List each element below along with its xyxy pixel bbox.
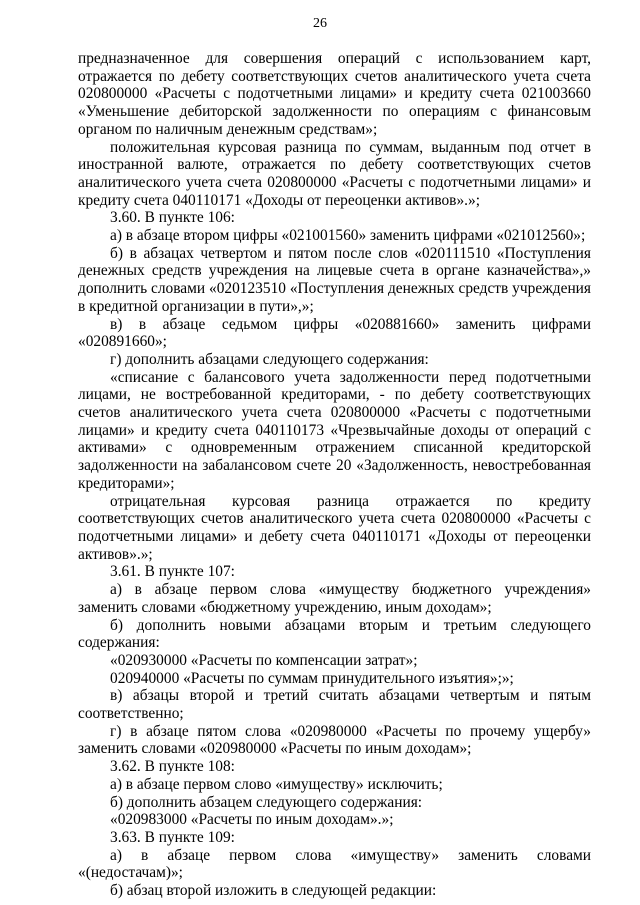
section-heading-3-60: 3.60. В пункте 106:	[110, 209, 235, 227]
list-item: а) в абзаце втором цифры «021001560» заменить цифрами «021012560»;	[110, 227, 586, 245]
list-item: б) в абзацах четвертом и пятом после слов «020111510 «Поступления денежных средств учреждения на лицевые счета в органе казначейства»,» дополнить словами «020123510 «Поступления денежных средств учреждения в кредитной организации в пути»,»;	[78, 244, 591, 315]
list-item: а) в абзаце первом слова «имуществу» заменить словами «(недостачам)»;	[78, 846, 591, 882]
paragraph: отрицательная курсовая разница отражается по кредиту соответствующих счетов аналитического учета счета 020800000 «Расчеты с подотчетными лицами» и дебету счета 040110171 «Доходы от переоценки активов».»;	[78, 492, 591, 563]
section-heading-3-63: 3.63. В пункте 109:	[110, 828, 235, 846]
list-item: а) в абзаце первом слова «имуществу бюджетного учреждения» заменить словами «бюджетному учреждению, иным доходам»;	[78, 581, 591, 616]
paragraph: «020930000 «Расчеты по компенсации затрат»;	[110, 651, 418, 669]
section-heading-3-61: 3.61. В пункте 107:	[110, 563, 235, 581]
paragraph: «списание с балансового учета задолженности перед подотчетными лицами, не востребованной кредиторами, - по дебету соответствующих счетов аналитического учета счета 020800000 «Расчеты с подотчетными лицами» и кредиту счета 040110173 «Чрезвычайные доходы от операций с активами» с одновременным отражением списанной кредиторской задолженности на забалансовом счете 20 «Задолженность, невостребованная кредиторами»;	[78, 368, 591, 492]
list-item: а) в абзаце первом слово «имуществу» исключить;	[110, 775, 443, 793]
paragraph: положительная курсовая разница по суммам, выданным под отчет в иностранной валюте, отражается по дебету соответствующих счетов аналитического учета счета 020800000 «Расчеты с подотчетными лицами» и кредиту счета 040110171 «Доходы от переоценки активов».»;	[78, 138, 591, 209]
paragraph: «020983000 «Расчеты по иным доходам».»;	[110, 811, 394, 829]
list-item: в) абзацы второй и третий считать абзацами четвертым и пятым соответственно;	[78, 687, 591, 723]
list-item: б) дополнить абзацем следующего содержания:	[110, 793, 423, 811]
paragraph-continuation: предназначенное для совершения операций с использованием карт, отражается по дебету соответствующих счетов аналитического учета счета 020800000 «Расчеты с подотчетными лицами» и кредиту счета 021003660 «Уменьшение дебиторской задолженности по операциям с финансовым органом по наличным денежным средствам»;	[78, 50, 591, 138]
list-item: г) дополнить абзацами следующего содержания:	[110, 350, 429, 368]
section-heading-3-62: 3.62. В пункте 108:	[110, 758, 235, 776]
list-item: б) абзац второй изложить в следующей редакции:	[110, 882, 437, 900]
list-item: г) в абзаце пятом слова «020980000 «Расчеты по прочему ущербу» заменить словами «020980000 «Расчеты по иным доходам»;	[78, 722, 591, 758]
list-item: б) дополнить новыми абзацами вторым и третьим следующего содержания:	[78, 616, 591, 652]
list-item: в) в абзаце седьмом цифры «020881660» заменить цифрами «020891660»;	[78, 315, 591, 351]
paragraph: 020940000 «Расчеты по суммам принудительного изъятия»;»;	[110, 669, 514, 687]
page-number: 26	[313, 16, 327, 31]
document-body	[78, 50, 591, 900]
